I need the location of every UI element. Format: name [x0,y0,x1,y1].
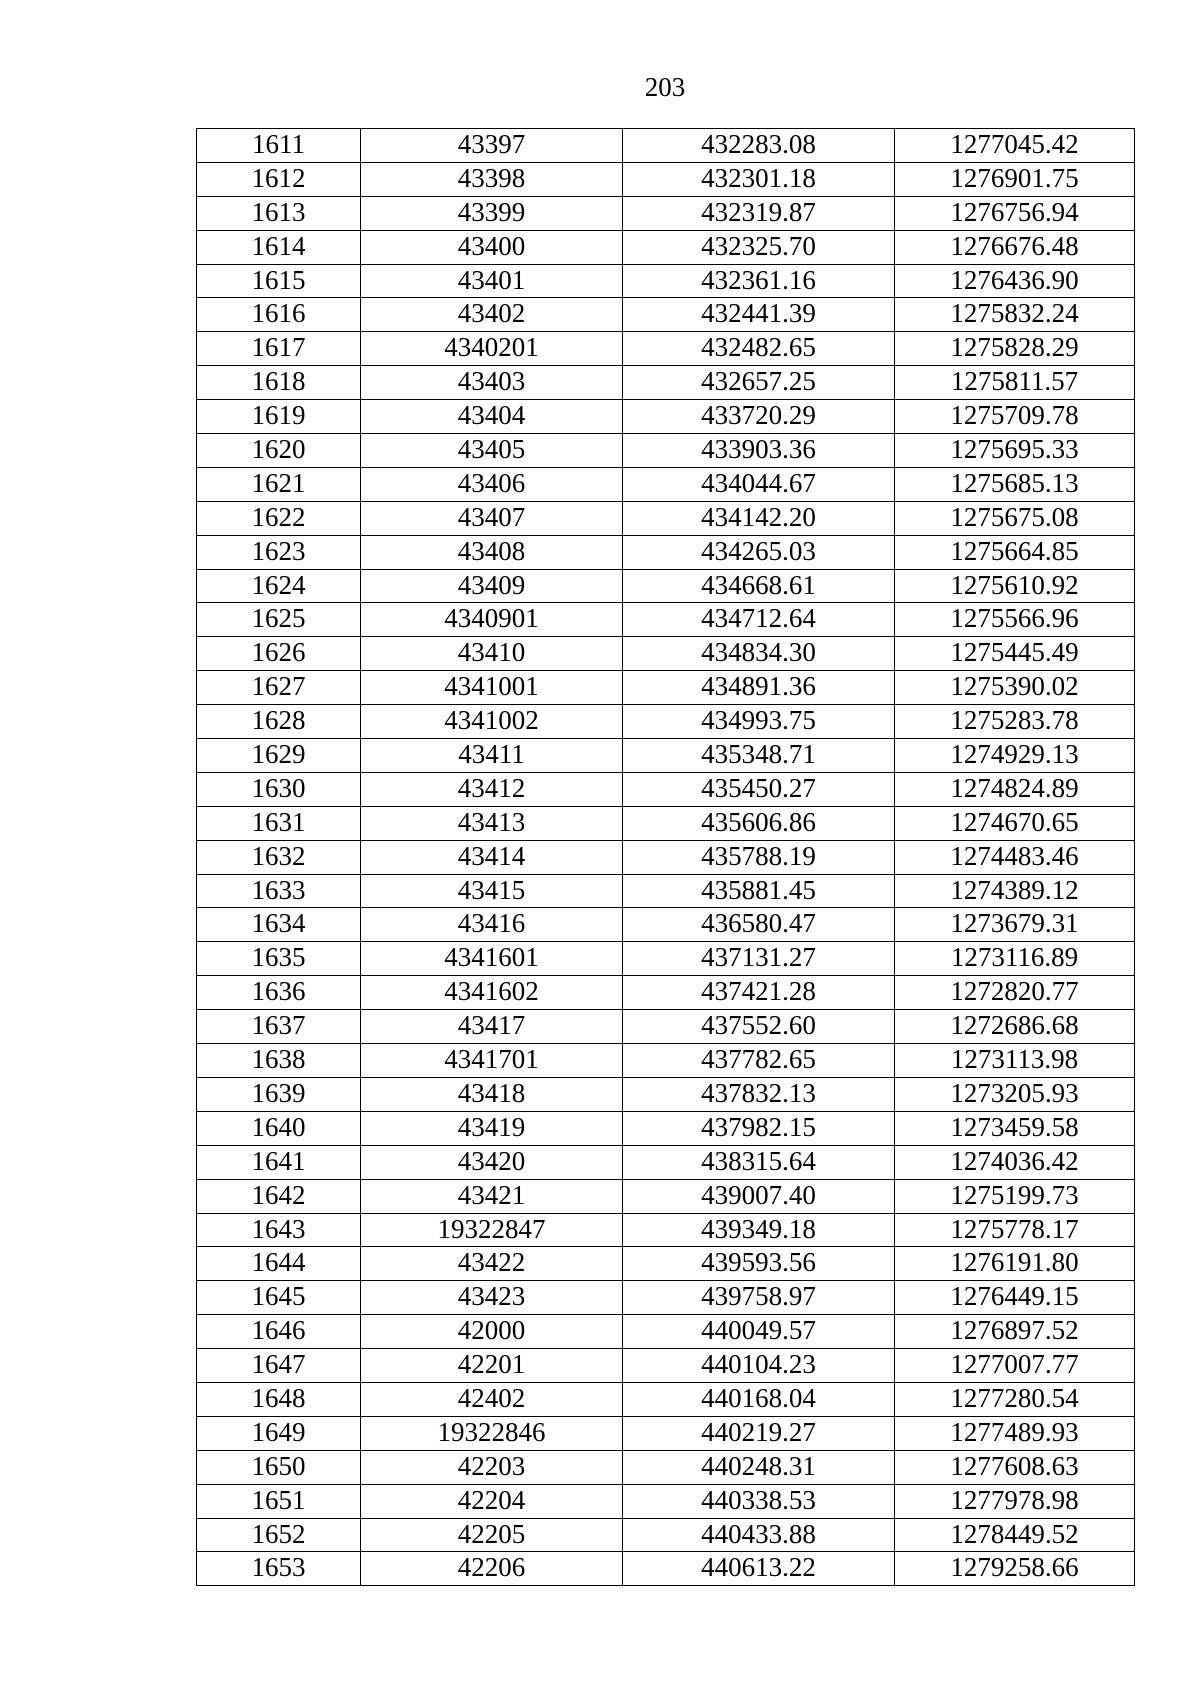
row-index-cell: 1632 [197,840,361,874]
y-coordinate-cell: 1275283.78 [895,705,1135,739]
x-coordinate-cell: 439349.18 [623,1213,895,1247]
row-index-cell: 1646 [197,1315,361,1349]
x-coordinate-cell: 439593.56 [623,1247,895,1281]
y-coordinate-cell: 1275566.96 [895,603,1135,637]
table-row [197,1044,1135,1078]
y-coordinate-cell: 1273459.58 [895,1111,1135,1145]
y-coordinate-cell: 1276897.52 [895,1315,1135,1349]
x-coordinate-cell: 437782.65 [623,1044,895,1078]
point-id-cell: 43400 [361,230,623,264]
point-id-cell: 43421 [361,1179,623,1213]
y-coordinate-cell: 1277045.42 [895,129,1135,163]
table-row [197,874,1135,908]
point-id-cell: 43398 [361,162,623,196]
y-coordinate-cell: 1276436.90 [895,264,1135,298]
point-id-cell: 43420 [361,1145,623,1179]
x-coordinate-cell: 437982.15 [623,1111,895,1145]
x-coordinate-cell: 440104.23 [623,1349,895,1383]
table-row [197,908,1135,942]
point-id-cell: 43419 [361,1111,623,1145]
point-id-cell: 43411 [361,739,623,773]
row-index-cell: 1651 [197,1484,361,1518]
table-row [197,501,1135,535]
x-coordinate-cell: 435450.27 [623,772,895,806]
x-coordinate-cell: 434834.30 [623,637,895,671]
point-id-cell: 43417 [361,1010,623,1044]
point-id-cell: 43409 [361,569,623,603]
point-id-cell: 43413 [361,806,623,840]
point-id-cell: 43412 [361,772,623,806]
point-id-cell: 43415 [361,874,623,908]
x-coordinate-cell: 439758.97 [623,1281,895,1315]
table-row [197,1010,1135,1044]
row-index-cell: 1619 [197,400,361,434]
row-index-cell: 1633 [197,874,361,908]
x-coordinate-cell: 434993.75 [623,705,895,739]
table-row [197,264,1135,298]
row-index-cell: 1614 [197,230,361,264]
x-coordinate-cell: 432301.18 [623,162,895,196]
y-coordinate-cell: 1272820.77 [895,976,1135,1010]
table-row [197,1179,1135,1213]
y-coordinate-cell: 1275695.33 [895,434,1135,468]
point-id-cell: 43405 [361,434,623,468]
x-coordinate-cell: 432325.70 [623,230,895,264]
row-index-cell: 1626 [197,637,361,671]
x-coordinate-cell: 433903.36 [623,434,895,468]
table-row [197,332,1135,366]
y-coordinate-cell: 1275199.73 [895,1179,1135,1213]
row-index-cell: 1629 [197,739,361,773]
point-id-cell: 43406 [361,467,623,501]
point-id-cell: 43422 [361,1247,623,1281]
table-row [197,535,1135,569]
x-coordinate-cell: 440248.31 [623,1450,895,1484]
point-id-cell: 43404 [361,400,623,434]
row-index-cell: 1642 [197,1179,361,1213]
x-coordinate-cell: 432657.25 [623,366,895,400]
table-row [197,298,1135,332]
table-row [197,976,1135,1010]
y-coordinate-cell: 1273205.93 [895,1077,1135,1111]
point-id-cell: 4341701 [361,1044,623,1078]
point-id-cell: 4341601 [361,942,623,976]
x-coordinate-cell: 437552.60 [623,1010,895,1044]
row-index-cell: 1645 [197,1281,361,1315]
point-id-cell: 43397 [361,129,623,163]
table-row [197,230,1135,264]
row-index-cell: 1634 [197,908,361,942]
row-index-cell: 1631 [197,806,361,840]
table-row [197,569,1135,603]
row-index-cell: 1636 [197,976,361,1010]
row-index-cell: 1653 [197,1552,361,1586]
point-id-cell: 4340901 [361,603,623,637]
point-id-cell: 43416 [361,908,623,942]
table-row [197,637,1135,671]
table-row [197,1382,1135,1416]
point-id-cell: 43407 [361,501,623,535]
point-id-cell: 42206 [361,1552,623,1586]
row-index-cell: 1641 [197,1145,361,1179]
x-coordinate-cell: 432482.65 [623,332,895,366]
x-coordinate-cell: 440168.04 [623,1382,895,1416]
y-coordinate-cell: 1274824.89 [895,772,1135,806]
row-index-cell: 1650 [197,1450,361,1484]
y-coordinate-cell: 1276191.80 [895,1247,1135,1281]
table-row [197,1213,1135,1247]
table-row [197,806,1135,840]
point-id-cell: 42204 [361,1484,623,1518]
row-index-cell: 1643 [197,1213,361,1247]
point-id-cell: 43403 [361,366,623,400]
row-index-cell: 1644 [197,1247,361,1281]
table-row [197,1077,1135,1111]
x-coordinate-cell: 437131.27 [623,942,895,976]
table-row [197,942,1135,976]
y-coordinate-cell: 1275828.29 [895,332,1135,366]
y-coordinate-cell: 1277007.77 [895,1349,1135,1383]
y-coordinate-cell: 1275811.57 [895,366,1135,400]
row-index-cell: 1638 [197,1044,361,1078]
point-id-cell: 4341001 [361,671,623,705]
row-index-cell: 1623 [197,535,361,569]
table-row [197,772,1135,806]
point-id-cell: 43402 [361,298,623,332]
table-row [197,434,1135,468]
y-coordinate-cell: 1277280.54 [895,1382,1135,1416]
table-row [197,1111,1135,1145]
row-index-cell: 1613 [197,196,361,230]
row-index-cell: 1620 [197,434,361,468]
y-coordinate-cell: 1276449.15 [895,1281,1135,1315]
y-coordinate-cell: 1276676.48 [895,230,1135,264]
y-coordinate-cell: 1274483.46 [895,840,1135,874]
y-coordinate-cell: 1277608.63 [895,1450,1135,1484]
row-index-cell: 1611 [197,129,361,163]
point-id-cell: 4341602 [361,976,623,1010]
row-index-cell: 1637 [197,1010,361,1044]
y-coordinate-cell: 1276756.94 [895,196,1135,230]
row-index-cell: 1647 [197,1349,361,1383]
y-coordinate-cell: 1276901.75 [895,162,1135,196]
x-coordinate-cell: 434142.20 [623,501,895,535]
x-coordinate-cell: 432441.39 [623,298,895,332]
point-id-cell: 4340201 [361,332,623,366]
point-id-cell: 42201 [361,1349,623,1383]
row-index-cell: 1628 [197,705,361,739]
table-row [197,1416,1135,1450]
y-coordinate-cell: 1273679.31 [895,908,1135,942]
point-id-cell: 43423 [361,1281,623,1315]
row-index-cell: 1648 [197,1382,361,1416]
y-coordinate-cell: 1275390.02 [895,671,1135,705]
y-coordinate-cell: 1275832.24 [895,298,1135,332]
point-id-cell: 42000 [361,1315,623,1349]
x-coordinate-cell: 440433.88 [623,1518,895,1552]
point-id-cell: 43410 [361,637,623,671]
row-index-cell: 1621 [197,467,361,501]
point-id-cell: 43408 [361,535,623,569]
y-coordinate-cell: 1277489.93 [895,1416,1135,1450]
row-index-cell: 1627 [197,671,361,705]
x-coordinate-cell: 434712.64 [623,603,895,637]
table-row [197,1315,1135,1349]
table-row [197,162,1135,196]
x-coordinate-cell: 435348.71 [623,739,895,773]
row-index-cell: 1618 [197,366,361,400]
table-row [197,400,1135,434]
row-index-cell: 1652 [197,1518,361,1552]
x-coordinate-cell: 435881.45 [623,874,895,908]
x-coordinate-cell: 432283.08 [623,129,895,163]
row-index-cell: 1622 [197,501,361,535]
x-coordinate-cell: 433720.29 [623,400,895,434]
row-index-cell: 1649 [197,1416,361,1450]
table-row [197,1281,1135,1315]
x-coordinate-cell: 432361.16 [623,264,895,298]
table-row [197,1552,1135,1586]
table-row [197,671,1135,705]
point-id-cell: 43414 [361,840,623,874]
y-coordinate-cell: 1279258.66 [895,1552,1135,1586]
x-coordinate-cell: 434044.67 [623,467,895,501]
row-index-cell: 1639 [197,1077,361,1111]
x-coordinate-cell: 434668.61 [623,569,895,603]
point-id-cell: 43401 [361,264,623,298]
point-id-cell: 19322847 [361,1213,623,1247]
table-row [197,705,1135,739]
x-coordinate-cell: 437832.13 [623,1077,895,1111]
row-index-cell: 1616 [197,298,361,332]
y-coordinate-cell: 1275610.92 [895,569,1135,603]
table-row [197,1145,1135,1179]
y-coordinate-cell: 1275675.08 [895,501,1135,535]
row-index-cell: 1630 [197,772,361,806]
table-row [197,1484,1135,1518]
x-coordinate-cell: 434265.03 [623,535,895,569]
point-id-cell: 19322846 [361,1416,623,1450]
table-row [197,739,1135,773]
table-row [197,129,1135,163]
y-coordinate-cell: 1272686.68 [895,1010,1135,1044]
table-row [197,1247,1135,1281]
y-coordinate-cell: 1274036.42 [895,1145,1135,1179]
y-coordinate-cell: 1275445.49 [895,637,1135,671]
row-index-cell: 1615 [197,264,361,298]
y-coordinate-cell: 1273113.98 [895,1044,1135,1078]
y-coordinate-cell: 1273116.89 [895,942,1135,976]
row-index-cell: 1635 [197,942,361,976]
point-id-cell: 42402 [361,1382,623,1416]
y-coordinate-cell: 1275685.13 [895,467,1135,501]
row-index-cell: 1617 [197,332,361,366]
x-coordinate-cell: 440049.57 [623,1315,895,1349]
point-id-cell: 43418 [361,1077,623,1111]
point-id-cell: 42205 [361,1518,623,1552]
y-coordinate-cell: 1275664.85 [895,535,1135,569]
x-coordinate-cell: 438315.64 [623,1145,895,1179]
x-coordinate-cell: 436580.47 [623,908,895,942]
point-id-cell: 42203 [361,1450,623,1484]
y-coordinate-cell: 1274670.65 [895,806,1135,840]
x-coordinate-cell: 435788.19 [623,840,895,874]
y-coordinate-cell: 1275709.78 [895,400,1135,434]
row-index-cell: 1624 [197,569,361,603]
table-row [197,840,1135,874]
row-index-cell: 1612 [197,162,361,196]
y-coordinate-cell: 1274929.13 [895,739,1135,773]
table-row [197,467,1135,501]
x-coordinate-cell: 432319.87 [623,196,895,230]
table-row [197,1450,1135,1484]
x-coordinate-cell: 440219.27 [623,1416,895,1450]
x-coordinate-cell: 437421.28 [623,976,895,1010]
x-coordinate-cell: 435606.86 [623,806,895,840]
x-coordinate-cell: 440613.22 [623,1552,895,1586]
y-coordinate-cell: 1278449.52 [895,1518,1135,1552]
y-coordinate-cell: 1277978.98 [895,1484,1135,1518]
point-id-cell: 43399 [361,196,623,230]
x-coordinate-cell: 440338.53 [623,1484,895,1518]
row-index-cell: 1640 [197,1111,361,1145]
x-coordinate-cell: 434891.36 [623,671,895,705]
table-row [197,1349,1135,1383]
y-coordinate-cell: 1275778.17 [895,1213,1135,1247]
x-coordinate-cell: 439007.40 [623,1179,895,1213]
row-index-cell: 1625 [197,603,361,637]
table-row [197,1518,1135,1552]
point-id-cell: 4341002 [361,705,623,739]
coordinates-table [196,128,1135,1586]
table-row [197,196,1135,230]
page-number: 203 [644,72,686,102]
y-coordinate-cell: 1274389.12 [895,874,1135,908]
coordinates-table-body [197,129,1135,1586]
table-row [197,603,1135,637]
table-row [197,366,1135,400]
